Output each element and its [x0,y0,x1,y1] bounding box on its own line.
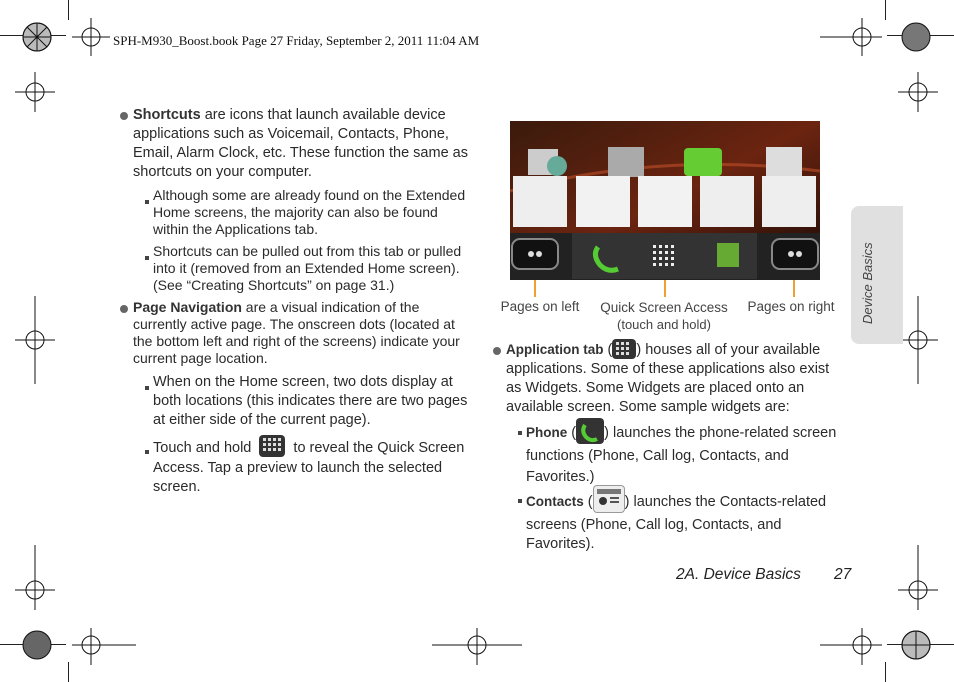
bullet [120,112,128,120]
callout-line-left [534,280,536,297]
app-grid-icon [612,339,636,359]
contacts-icon [593,485,625,513]
caption-quick-screen: Quick Screen Access (touch and hold) [600,300,728,332]
bullet [120,305,128,313]
callout-line-right [793,280,795,297]
section-side-tab [851,206,903,344]
shortcuts-paragraph: Shortcuts are icons that launch available device applications such as Voicemail, Contacts, Phone, Email, Alarm Clock, etc. These function the same as shortcuts on your computer. [133,107,468,180]
page-nav-sub2: Touch and hold to reveal the Quick Screen Access. Tap a preview to launch the selected screen. [153,437,473,497]
shortcuts-sub1: Although some are already found on the Extended Home screens, the majority can also be found within the Applications tab. [153,187,466,237]
sub-bullet [145,450,149,454]
side-tab-label: Device Basics [860,242,875,324]
page-navigation-term: Page Navigation [133,299,242,315]
bullet [493,347,501,355]
sub-bullet [518,499,522,503]
footer-section: 2A. Device Basics [676,566,801,583]
sub-bullet [145,256,149,260]
phone-paragraph: Phone ( ) launches the phone-related screen functions (Phone, Call log, Contacts, and Favorites.) [526,420,846,488]
app-grid-icon [259,435,285,457]
shortcuts-sub2: Shortcuts can be pulled out from this tab or pulled into it (removed from an Extended Home screen). (See “Creating Shortcuts” on page 31.) [153,243,462,293]
application-tab-paragraph: Application tab ( ) houses all of your available applications. Some of these applications also exist as Widgets. Some Widgets are placed onto an available screen. Some sample widgets are: [506,340,846,417]
screenshot-art [510,121,820,280]
sub-bullet [145,386,149,390]
caption-pages-right: Pages on right [747,299,835,314]
phone-icon [576,418,604,444]
contacts-paragraph: Contacts ( ) launches the Contacts-related screens (Phone, Call log, Contacts, and Favorites). [526,488,846,554]
page-nav-sub1: When on the Home screen, two dots display at both locations (this indicates there are two pages at either side of the current page). [153,374,468,428]
callout-line-center [664,280,666,297]
sub-bullet [518,431,522,435]
print-header: SPH-M930_Boost.book Page 27 Friday, September 2, 2011 11:04 AM [113,33,480,48]
shortcuts-term: Shortcuts [133,107,201,123]
sub-bullet [145,200,149,204]
page-number: 27 [834,566,852,583]
home-screen-screenshot [510,121,820,280]
page-navigation-paragraph: Page Navigation are a visual indication of the currently active page. The onscreen dots (located at the bottom left and right of the screens) indicate your current page location. [133,299,460,366]
caption-pages-left: Pages on left [500,299,580,314]
